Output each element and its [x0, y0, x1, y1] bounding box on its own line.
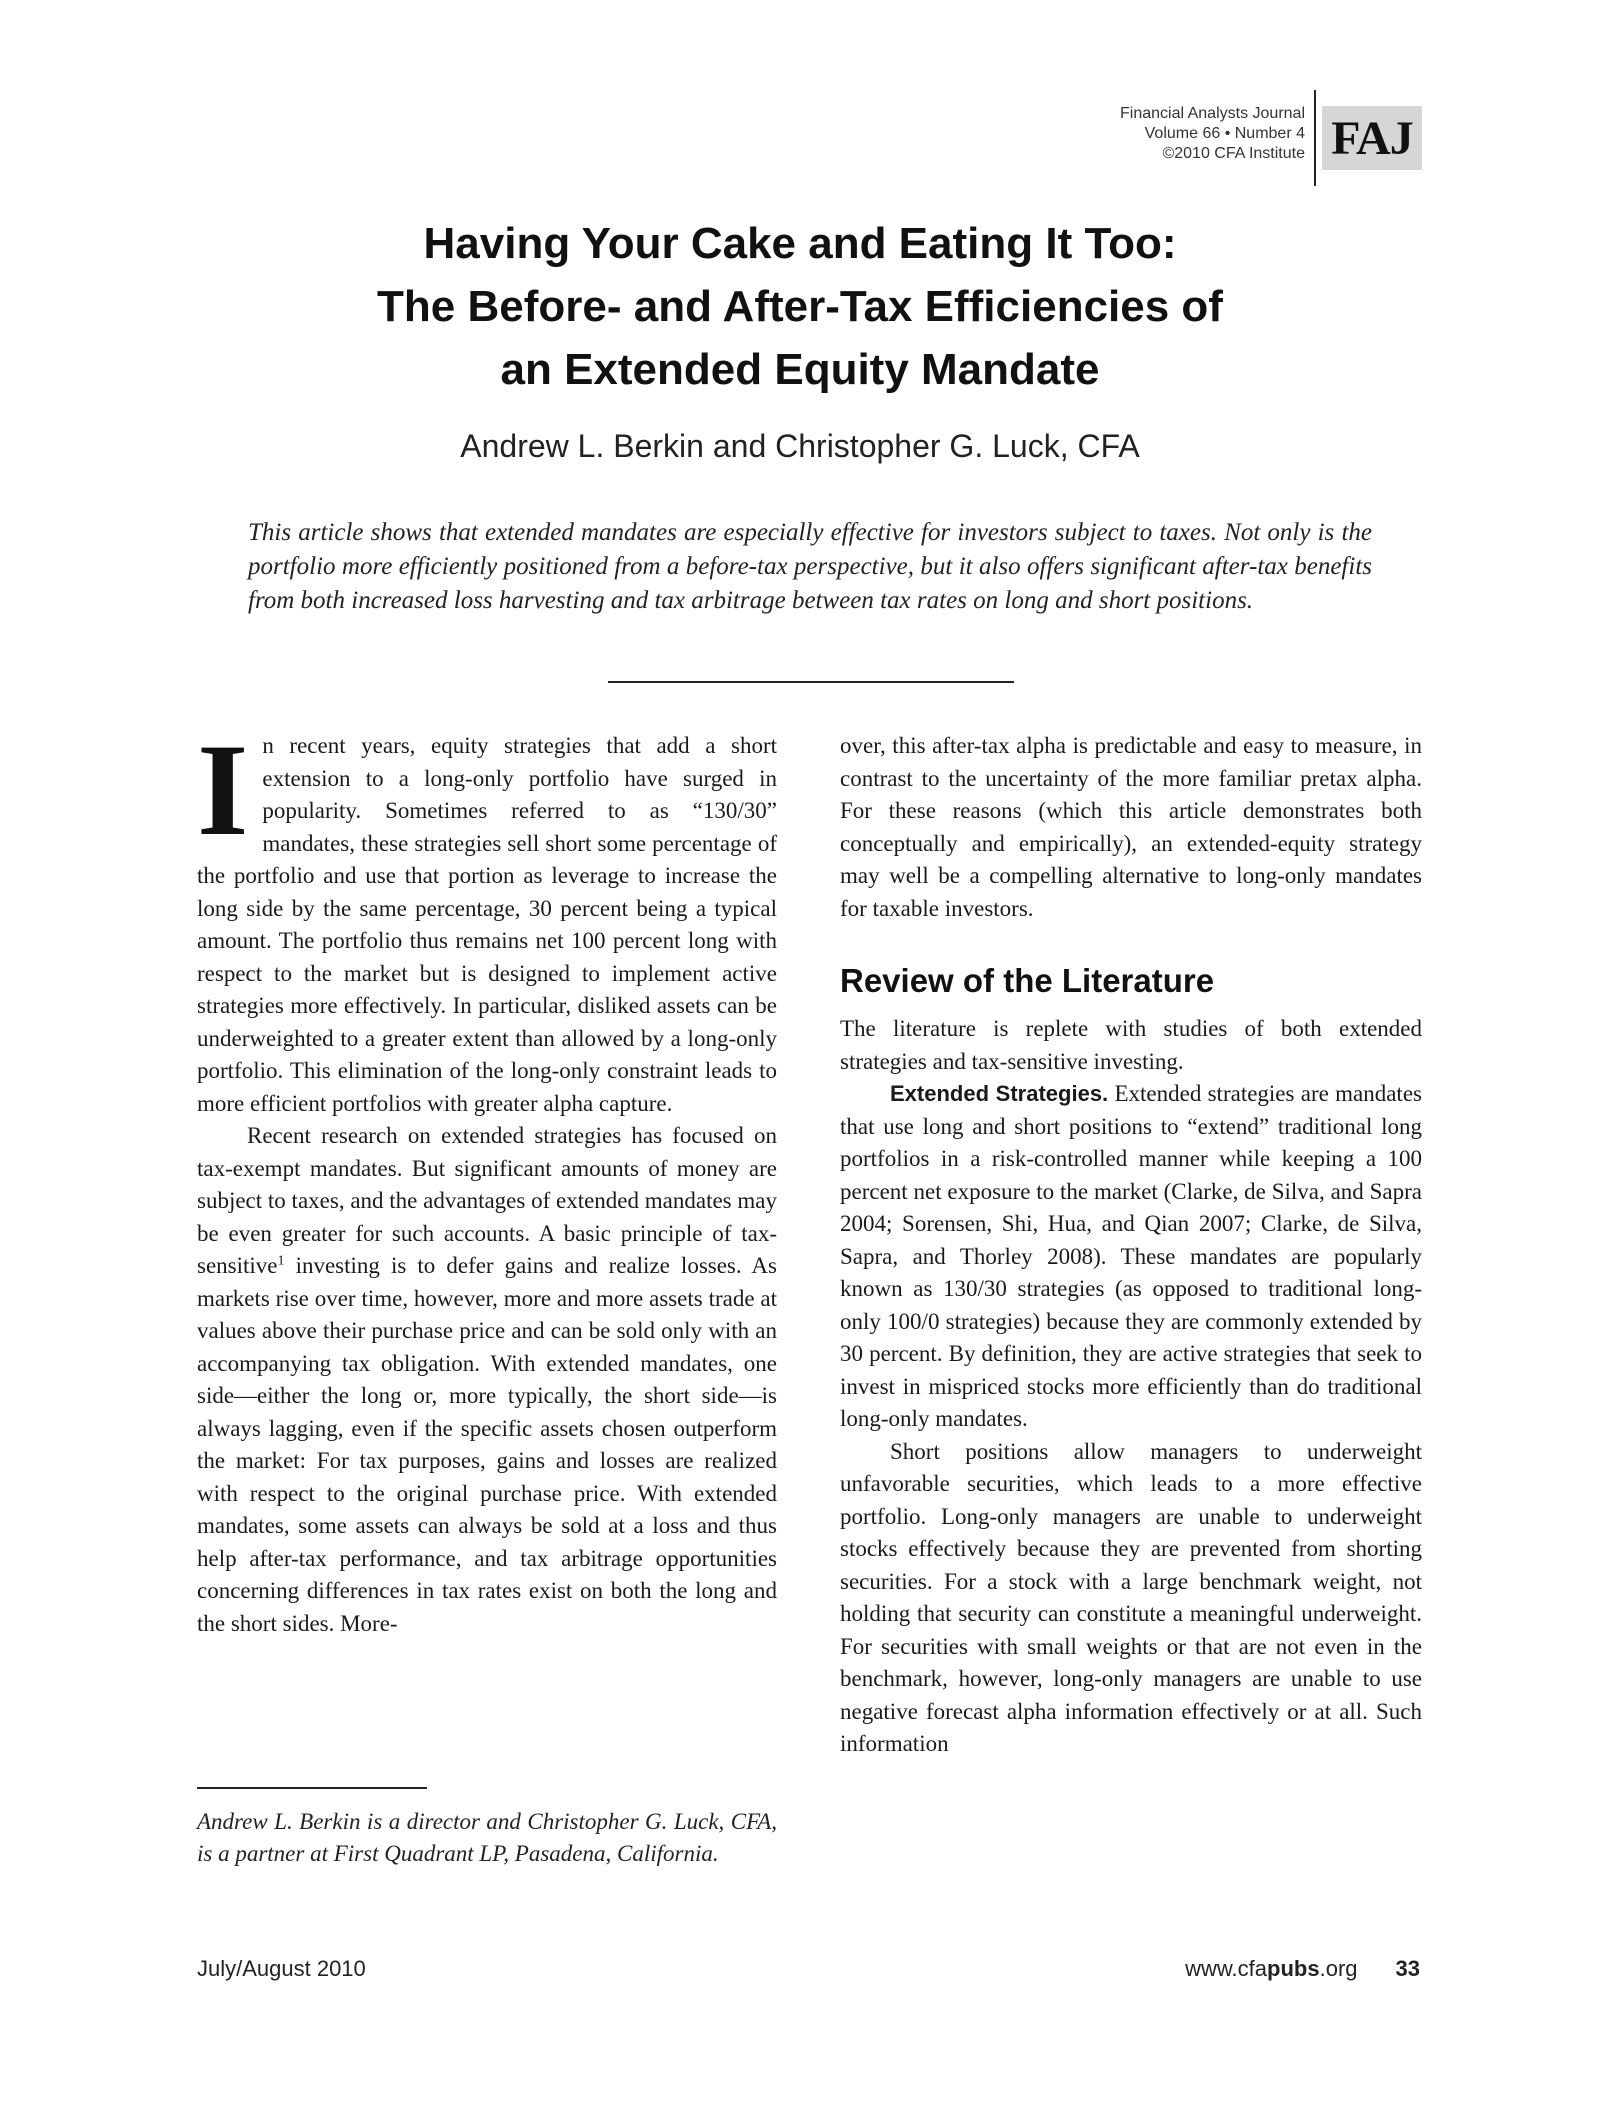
paragraph-research-text-a: Recent research on extended strategies has focused on tax-exempt mandates. But significant amounts of money are subject to taxes, and the advantages of extended mandates may be even greater for such accounts. A basic principle of tax-sensitive	[197, 1123, 777, 1278]
footnote-divider	[197, 1787, 427, 1789]
title-line-1: Having Your Cake and Eating It Too:	[423, 219, 1177, 268]
footnote-marker: 1	[277, 1253, 285, 1269]
drop-cap: I	[197, 716, 249, 863]
article-abstract: This article shows that extended mandates are especially effective for investors subject to taxes. Not only is the portfolio more efficiently positioned from a before-tax perspective, but it also offers significant after-tax benefits from both increased loss harvesting and tax arbitrage between tax rates on long and short positions.	[248, 519, 1372, 614]
paragraph-intro	[197, 716, 777, 1120]
article-title	[200, 212, 1400, 401]
author-footnote: Andrew L. Berkin is a director and Christopher G. Luck, CFA, is a partner at First Quadrant LP, Pasadena, California.	[197, 1809, 777, 1866]
header-divider	[1314, 90, 1316, 186]
footer-url[interactable]	[1185, 1956, 1357, 1981]
paragraph-literature: The literature is replete with studies of both extended strategies and tax-sensitive investing.	[840, 1016, 1422, 1074]
footer-right	[1185, 1956, 1420, 1982]
title-line-2: The Before- and After-Tax Efficiencies of	[377, 282, 1223, 331]
abstract-divider	[608, 681, 1014, 683]
article-authors: Andrew L. Berkin and Christopher G. Luck, CFA	[460, 428, 1140, 464]
paragraph-intro-text: n recent years, equity strategies that add a short extension to a long-only portfolio have surged in popularity. Sometimes referred to as “130/30” mandates, these strategies sell short some percentage of the portfolio and use that portion as leverage to increase the long side by the same percentage, 30 percent being a typical amount. The portfolio thus remains net 100 percent long with respect to the market but is designed to implement active strategies more effectively. In particular, disliked assets can be underweighted to a greater extent than allowed by a long-only portfolio. This elimination of the long-only constraint leads to more efficient portfolios with greater alpha capture.	[197, 733, 777, 1116]
page-number: 33	[1395, 1956, 1420, 1981]
subheading: Extended Strategies.	[890, 1081, 1109, 1106]
paragraph-extended-text: Extended strategies are mandates that use long and short positions to “extend” traditional long portfolios in a risk-controlled manner while keeping a 100 percent net exposure to the market (Clarke, de Silva, and Sapra 2004; Sorensen, Shi, Hua, and Qian 2007; Clarke, de Silva, Sapra, and Thorley 2008). These mandates are popularly known as 130/30 strategies (as opposed to traditional long-only 100/0 strategies) because they are commonly extended by 30 percent. By definition, they are active strategies that seek to invest in mispriced stocks more efficiently than do traditional long-only mandates.	[840, 1081, 1422, 1431]
journal-volume: Volume 66 • Number 4	[1144, 125, 1305, 142]
paragraph-continuation: over, this after-tax alpha is predictable and easy to measure, in contrast to the uncertainty of the more familiar pretax alpha. For these reasons (which this article demonstrates both conceptually and empirically), an extended-equity strategy may well be a compelling alternative to long-only mandates for taxable investors.	[840, 733, 1422, 921]
footer-url-prefix: www.cfa	[1185, 1956, 1268, 1981]
paragraph-research	[197, 1120, 777, 1640]
paragraph-research-text-b: investing is to defer gains and realize losses. As markets rise over time, however, more and more assets trade at values above their purchase price and can be sold only with an accompanying tax obligation. With extended mandates, one side—either the long or, more typically, the short side—is always lagging, even if the specific assets chosen outperform the market: For tax purposes, gains and losses are realized with respect to the original purchase price. With extended mandates, some assets can always be sold at a loss and thus help after-tax performance, and tax arbitrage opportunities concerning differences in tax rates exist on both the long and the short sides. More-	[197, 1253, 777, 1636]
footer-date: July/August 2010	[197, 1956, 366, 1981]
left-column	[197, 716, 777, 1640]
section-heading: Review of the Literature	[840, 962, 1215, 999]
paragraph-short-positions: Short positions allow managers to underweight unfavorable securities, which leads to a more effective portfolio. Long-only managers are unable to underweight stocks effectively because they are prevented from shorting securities. For a stock with a large benchmark weight, not holding that security can constitute a meaningful underweight. For securities with small weights or that are not even in the benchmark, however, long-only managers are unable to use negative forecast alpha information effectively or at all. Such information	[840, 1438, 1422, 1756]
paragraph-extended	[840, 1078, 1422, 1436]
footer-url-suffix: .org	[1319, 1956, 1358, 1981]
right-column	[840, 730, 1422, 1761]
faj-logo: FAJ	[1322, 106, 1422, 170]
title-line-3: an Extended Equity Mandate	[500, 345, 1100, 394]
footer-url-bold: pubs	[1267, 1956, 1320, 1981]
journal-copyright: ©2010 CFA Institute	[1162, 145, 1305, 162]
journal-name: Financial Analysts Journal	[1120, 105, 1305, 122]
journal-info	[985, 104, 1305, 164]
